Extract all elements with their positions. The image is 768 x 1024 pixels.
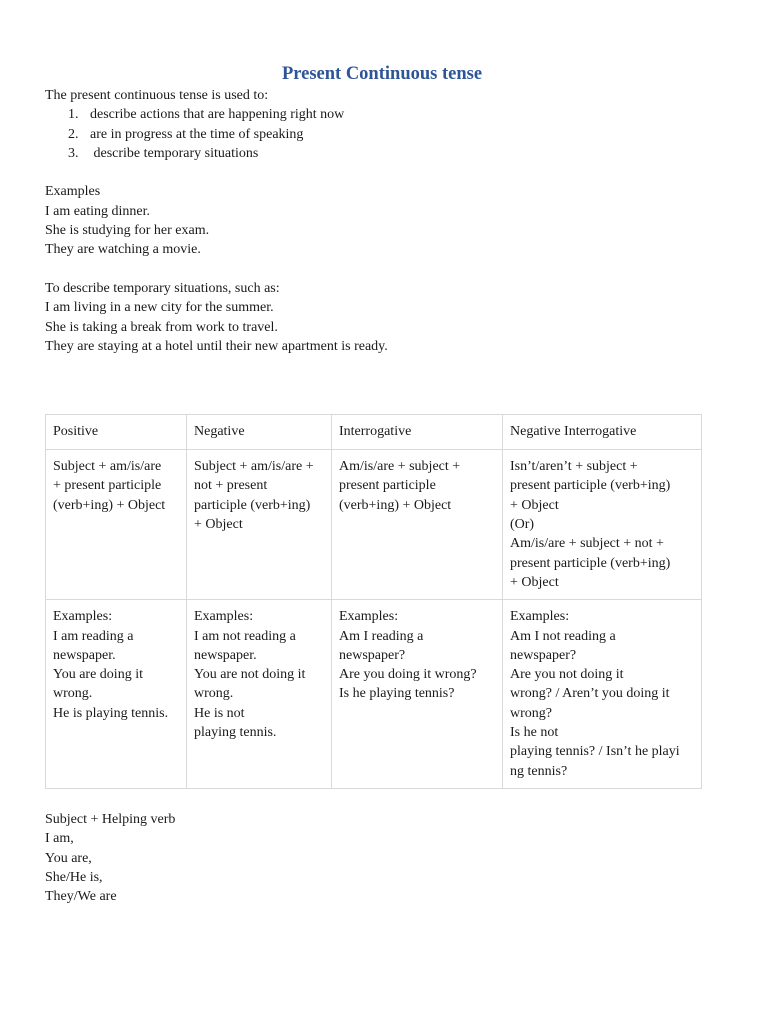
tense-table — [45, 414, 702, 789]
cell-line: + Object — [510, 497, 559, 513]
list-number: 2. — [68, 126, 79, 142]
cell-line: newspaper? — [339, 647, 406, 663]
list-item — [45, 144, 705, 163]
example-line: They are watching a movie. — [45, 242, 201, 258]
cell-line: newspaper? — [510, 647, 577, 663]
cell-line: present participle (verb+ing) — [510, 555, 671, 571]
spacer — [45, 260, 705, 279]
header-cell-positive: Positive — [46, 415, 187, 450]
cell-line: You are not doing it — [194, 667, 306, 683]
list-item — [45, 105, 705, 124]
cell-line: newspaper. — [53, 647, 116, 663]
cell-line: I am not reading a — [194, 628, 296, 644]
page-title: Present Continuous tense — [281, 64, 483, 84]
cell-line: Am/is/are + subject + — [339, 459, 461, 475]
helping-heading: Subject + Helping verb — [45, 811, 176, 827]
temporary-example: I am living in a new city for the summer. — [45, 300, 274, 316]
example-line: I am eating dinner. — [45, 203, 150, 219]
cell-line: You are doing it — [53, 667, 143, 683]
cell-line: wrong. — [194, 686, 234, 702]
cell-line: Isn’t/aren’t + subject + — [510, 459, 638, 475]
cell-line: + Object — [194, 517, 243, 533]
cell-line: participle (verb+ing) — [194, 497, 311, 513]
cell-line: Examples: — [339, 609, 399, 625]
cell-line: I am reading a — [53, 628, 134, 644]
table-header-row — [46, 415, 702, 450]
temporary-heading: To describe temporary situations, such as: — [45, 280, 280, 296]
list-text: describe temporary situations — [90, 145, 259, 161]
helping-line: You are, — [45, 850, 92, 866]
cell-line: Am/is/are + subject + not + — [510, 536, 664, 552]
list-item — [45, 125, 705, 144]
uses-list — [45, 105, 705, 163]
cell-line: Subject + am/is/are — [53, 459, 162, 475]
spacer — [45, 163, 705, 182]
header-cell-negative: Negative — [187, 415, 332, 450]
cell-line: + Object — [510, 574, 559, 590]
cell-line: Subject + am/is/are + — [194, 459, 314, 475]
cell-line: Is he playing tennis? — [339, 686, 455, 702]
examples-cell-interrogative — [332, 600, 503, 789]
cell-line: Are you not doing it — [510, 667, 624, 683]
cell-line: + present participle — [53, 478, 162, 494]
table-row-examples — [46, 600, 702, 789]
document-page — [45, 62, 705, 906]
list-number: 1. — [68, 107, 79, 123]
intro-text: The present continuous tense is used to: — [45, 88, 269, 103]
list-text: are in progress at the time of speaking — [90, 126, 304, 142]
cell-line: Is he not — [510, 725, 559, 741]
spacer — [45, 356, 705, 414]
header-cell-interrogative: Interrogative — [332, 415, 503, 450]
cell-line: Am I not reading a — [510, 628, 616, 644]
helping-line: I am, — [45, 831, 74, 847]
example-line: She is studying for her exam. — [45, 223, 210, 239]
cell-line: (verb+ing) + Object — [53, 497, 166, 513]
cell-line: (verb+ing) + Object — [339, 497, 452, 513]
temporary-example: They are staying at a hotel until their new apartment is ready. — [45, 338, 388, 354]
cell-line: Examples: — [53, 609, 113, 625]
examples-cell-negative — [187, 600, 332, 789]
header-cell-negative-interrogative: Negative Interrogative — [503, 415, 702, 450]
table-row-structure — [46, 450, 702, 600]
cell-line: He is playing tennis. — [53, 705, 169, 721]
examples-cell-positive — [46, 600, 187, 789]
helping-verb-section — [45, 810, 705, 906]
cell-line: newspaper. — [194, 647, 257, 663]
cell-line: wrong? / Aren’t you doing it — [510, 686, 670, 702]
temporary-example: She is taking a break from work to travel. — [45, 319, 278, 335]
cell-line: Examples: — [510, 609, 570, 625]
structure-cell-negative-interrogative — [503, 450, 702, 600]
cell-line: (Or) — [510, 517, 535, 533]
cell-line: playing tennis. — [194, 725, 277, 741]
helping-line: She/He is, — [45, 869, 103, 885]
cell-line: wrong. — [53, 686, 93, 702]
cell-line: ng tennis? — [510, 763, 568, 779]
cell-line: playing tennis? / Isn’t he playi — [510, 744, 680, 760]
cell-line: Am I reading a — [339, 628, 424, 644]
cell-line: present participle (verb+ing) — [510, 478, 671, 494]
structure-cell-positive — [46, 450, 187, 600]
cell-line: not + present — [194, 478, 268, 494]
examples-heading: Examples — [45, 184, 101, 200]
cell-line: Are you doing it wrong? — [339, 667, 477, 683]
helping-line: They/We are — [45, 889, 117, 905]
cell-line: Examples: — [194, 609, 254, 625]
examples-cell-negative-interrogative — [503, 600, 702, 789]
list-text: describe actions that are happening right now — [90, 107, 345, 123]
cell-line: wrong? — [510, 705, 552, 721]
structure-cell-interrogative — [332, 450, 503, 600]
cell-line: He is not — [194, 705, 245, 721]
list-number: 3. — [68, 145, 79, 161]
structure-cell-negative — [187, 450, 332, 600]
cell-line: present participle — [339, 478, 436, 494]
